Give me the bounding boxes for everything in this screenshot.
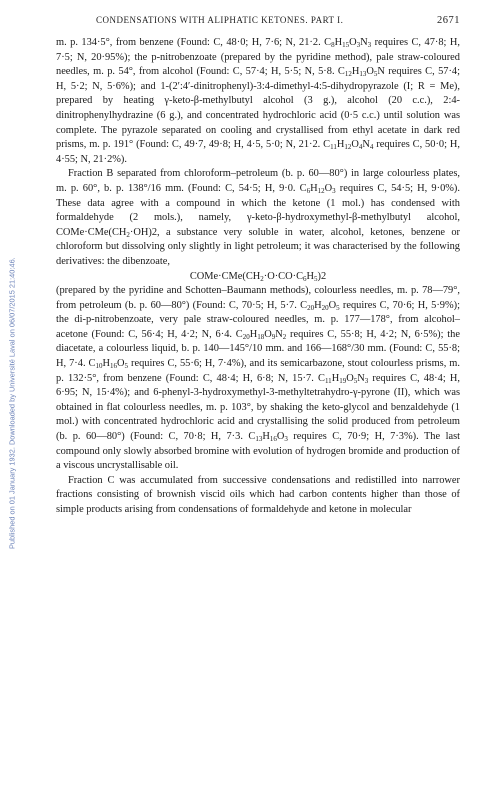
download-watermark: Published on 01 January 1932. Downloaded by Université Laval on 06/07/2015 21:40:46. — [7, 257, 17, 549]
article-body — [56, 36, 460, 518]
formula-line: $COMe\cdot CMe(CH_2\cdot O\cdot CO\cdot C_6H_5)2$ — [189, 270, 327, 283]
paragraph-1: m. p. 134·5°, from benzene (Found: C, 48·0; H, 7·6; N, 21·2. $C_8H_{15}O_3N_3$ requires C, 47·8; H, 7·5; N, 20·95%); the p-nitrobenzoate (prepared by the pyridine method), pale straw-coloured needles, m. p. 54°, from alcohol (Found: C, 57·4; H, 5·5; N, 5·8. $C_{12}H_{13}O_5N$ requires C, 57·4; H, 5·2; N, 5·6%); and 1-(2′:4′-dinitrophenyl)-3:4-dimethyl-4:5-dihydropyrazole (I; R = Me), prepared by heating γ-keto-β-methylbutyl alcohol (3 g.), alcohol (20 c.c.), 2:4-dinitrophenylhydrazine (6 g.), and concentrated hydrochloric acid (0·5 c.c.) until solution was complete. The pyrazole separated on cooling and crystallised from ethyl acetate in dark red prisms, m. p. 191° (Found: C, 49·7, 49·8; H, 4·5, 5·0; N, 21·2. $C_{11}H_{12}O_4N_4$ requires C, 50·0; H, 4·55; N, 21·2%). — [56, 37, 460, 165]
paragraph-derivatives: (prepared by the pyridine and Schotten–Baumann methods), colourless needles, m. p. 78—79°, from petroleum (b. p. 60—80°) (Found: C, 70·5; H, 5·7. $C_{20}H_{20}O_5$ requires C, 70·6; H, 5·9%); the di-p-nitrobenzoate, very pale straw-coloured needles, m. p. 177—178°, from alcohol–acetone (Found: C, 56·4; H, 4·2; N, 6·4. $C_{20}H_{18}O_9N_2$ requires C, 55·8; H, 4·2; N, 6·5%); the diacetate, a colourless liquid, b. p. 140—145°/10 mm. and 166—168°/30 mm. (Found: C, 55·8; H, 7·4. $C_{10}H_{16}O_5$ requires C, 55·6; H, 7·4%), and its semicarbazone, stout colourless prisms, m. p. 132·5°, from benzene (Found: C, 48·4; H, 6·8; N, 15·7. $C_{11}H_{19}O_5N_3$ requires C, 48·4; H, 6·95; N, 15·4%); and 6-phenyl-3-hydroxymethyl-3-methyltetrahydro-γ-pyrone (II), which was obtained in flat colourless needles, m. p. 103°, by shaking the keto-glycol and benzaldehyde (1 mol.) with concentrated hydrochloric acid and crystallising the solid produced from petroleum (b. p. 60—80°) (Found: C, 70·8; H, 7·3. $C_{13}H_{16}O_3$ requires C, 70·9; H, 7·3%). The last compound only slowly absorbed bromine with evolution of hydrogen bromide and production of a viscous uncrystallisable oil. — [56, 285, 461, 472]
paragraph-fraction-b: Fraction B separated from chloroform–petroleum (b. p. 60—80°) in large colourless plates, m. p. 60°, b. p. 138°/16 mm. (Found: C, 54·5; H, 9·0. $C_6H_{12}O_3$ requires C, 54·5; H, 9·0%). These data agree with a compound in which the ketone (1 mol.) has condensed with formaldehyde (2 mols.), namely, γ-keto-β-hydroxymethyl-β-methylbutyl alcohol, $COMe\cdot CMe(CH_2\cdot OH)2$, a substance very soluble in water, alcohol, ketones, benzene or chloroform but dissolving only slightly in light petroleum; it was characterised by the following derivatives: the dibenzoate, — [56, 168, 460, 267]
paragraph-fraction-c: Fraction C was accumulated from successive condensations and redistilled into narrower fractions consisting of brownish viscid oils which had carbon contents higher than those of simple products arising from condensations of formaldehyde and ketone in molecular — [56, 474, 460, 515]
running-header — [56, 15, 460, 29]
page-number: 2671 — [437, 15, 460, 26]
header-title: CONDENSATIONS WITH ALIPHATIC KETONES. PART I. — [96, 15, 344, 25]
